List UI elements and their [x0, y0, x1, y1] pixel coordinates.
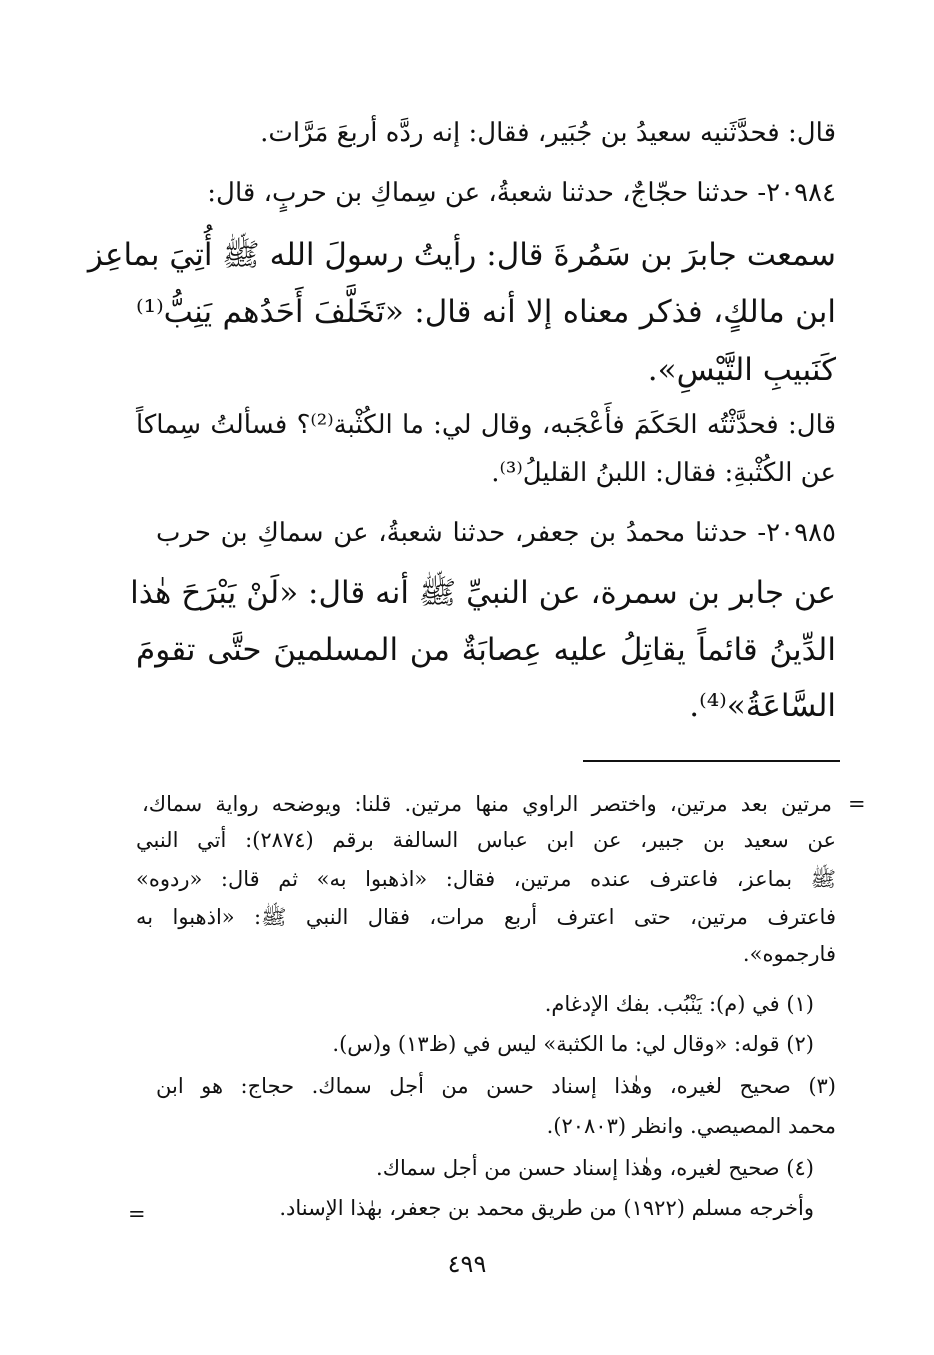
continuation-marker: = — [848, 792, 866, 816]
text-line: عن الكُثْبةِ: فقال: اللبنُ القليلُ⁽³⁾. — [491, 458, 836, 488]
footnote-line: ﷺ بماعز، فاعترف عنده مرتين، فقال: «اذهبوا به» ثم قال: «ردوه» — [136, 867, 836, 891]
text-line: عن جابر بن سمرة، عن النبيِّ ﷺ أنه قال: «لَنْ يَبْرَحَ هٰذا — [130, 575, 836, 611]
text-line: ابن مالكٍ، فذكر معناه إلا أنه قال: «تَخَلَّفَ أَحَدُهم يَنِبُّ⁽¹⁾ — [136, 294, 836, 330]
continuation-marker: = — [128, 1202, 146, 1226]
text-line: قال: فحدَّثَنيه سعيدُ بن جُبَير، فقال: إنه ردَّه أربعَ مَرَّات. — [260, 118, 836, 148]
footnote-divider — [583, 760, 840, 762]
footnote-4-cont: وأخرجه مسلم (١٩٢٢) من طريق محمد بن جعفر، بهٰذا الإسناد. — [279, 1196, 814, 1220]
text-line: قال: فحدَّثْتُه الحَكَمَ فأَعْجَبه، وقال لي: ما الكُثْبة⁽²⁾؟ فسألتُ سِماكاً — [136, 410, 836, 440]
footnote-1: (١) في (م): يَنْبُب. بفك الإدغام. — [544, 992, 814, 1016]
footnote-2: (٢) قوله: «وقال لي: ما الكثبة» ليس في (ظ١٣) و(س). — [332, 1032, 814, 1056]
text-line: كَنَبيبِ التَّيْسِ». — [647, 352, 836, 388]
footnote-line: مرتين بعد مرتين، واختصر الراوي منها مرتين. قلنا: ويوضحه رواية سماك، — [142, 792, 832, 816]
page-number: ٤٩٩ — [447, 1250, 487, 1278]
hadith-header: ٢٠٩٨٥- حدثنا محمدُ بن جعفر، حدثنا شعبةُ، عن سماكِ بن حرب — [156, 518, 836, 548]
footnote-3: (٣) صحيح لغيره، وهٰذا إسناد حسن من أجل سماك. حجاج: هو ابن — [156, 1074, 836, 1098]
hadith-header: ٢٠٩٨٤- حدثنا حجّاجٌ، حدثنا شعبةُ، عن سِماكِ بن حربٍ، قال: — [207, 178, 836, 208]
text-line: السَّاعَةُ»⁽⁴⁾. — [689, 688, 836, 724]
footnote-line: عن سعيد بن جبير، عن ابن عباس السالفة برقم (٢٨٧٤): أتي النبي — [136, 828, 836, 852]
footnote-4: (٤) صحيح لغيره، وهٰذا إسناد حسن من أجل سماك. — [376, 1156, 814, 1180]
footnote-3-cont: محمد المصيصي. وانظر (٢٠٨٠٣). — [546, 1114, 836, 1138]
footnote-line: فارجموه». — [742, 942, 836, 966]
footnote-line: فاعترف مرتين، حتى اعترف أربع مرات، فقال النبي ﷺ: «اذهبوا به — [136, 905, 836, 929]
text-line: سمعت جابرَ بن سَمُرةَ قال: رأيتُ رسولَ الله ﷺ أُتِيَ بماعِز — [87, 237, 836, 273]
text-line: الدِّينُ قائماً يقاتِلُ عليه عِصابَةٌ من المسلمينَ حتَّى تقومَ — [136, 632, 836, 668]
